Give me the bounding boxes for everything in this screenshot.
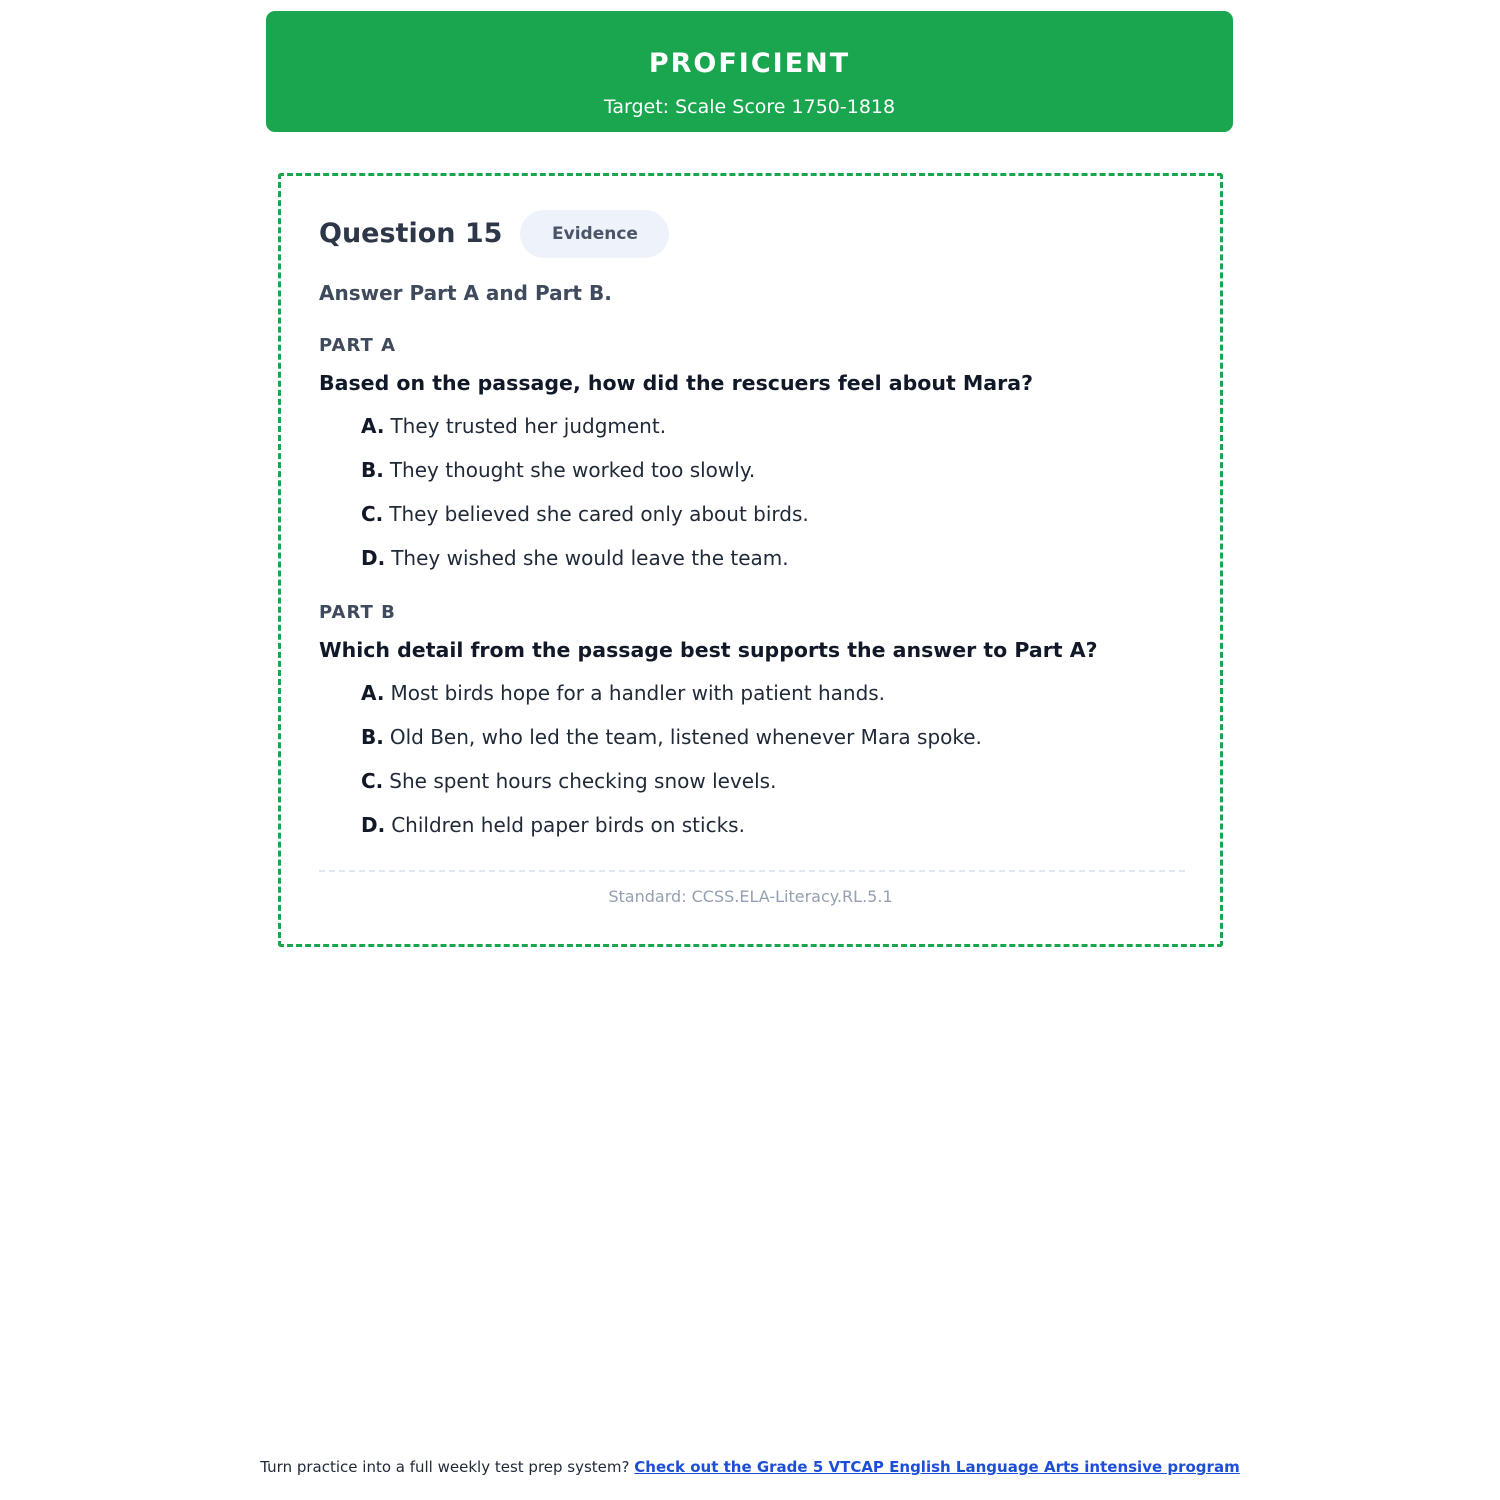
part-a-prompt: Based on the passage, how did the rescuers feel about Mara? xyxy=(319,371,1033,395)
part-b-option-d[interactable] xyxy=(361,811,982,855)
part-a-option-b[interactable] xyxy=(361,456,809,500)
option-letter: C. xyxy=(361,502,384,526)
part-b-option-a[interactable] xyxy=(361,679,982,723)
part-a-options xyxy=(361,412,809,588)
option-letter: B. xyxy=(361,725,384,749)
option-text: They trusted her judgment. xyxy=(390,414,667,438)
card-divider xyxy=(319,870,1185,872)
part-b-options xyxy=(361,679,982,855)
question-type-badge: Evidence xyxy=(520,210,669,258)
part-b-option-b[interactable] xyxy=(361,723,982,767)
option-text: They believed she cared only about birds. xyxy=(389,502,809,526)
question-header xyxy=(319,210,669,258)
option-letter: C. xyxy=(361,769,384,793)
part-b-label: PART B xyxy=(319,602,396,623)
part-a-option-a[interactable] xyxy=(361,412,809,456)
banner-title: PROFICIENT xyxy=(648,48,851,79)
question-instruction: Answer Part A and Part B. xyxy=(319,281,612,305)
part-b-prompt: Which detail from the passage best supports the answer to Part A? xyxy=(319,638,1098,662)
option-letter: D. xyxy=(361,813,386,837)
option-letter: B. xyxy=(361,458,384,482)
footer xyxy=(0,1457,1500,1477)
part-a-label: PART A xyxy=(319,335,396,356)
option-text: They wished she would leave the team. xyxy=(391,546,789,570)
question-card xyxy=(278,173,1223,947)
question-title: Question 15 xyxy=(319,218,503,249)
program-link[interactable]: Check out the Grade 5 VTCAP English Language Arts intensive program xyxy=(634,1458,1240,1476)
banner-subtitle: Target: Scale Score 1750-1818 xyxy=(603,96,896,118)
option-text: Children held paper birds on sticks. xyxy=(391,813,745,837)
option-text: She spent hours checking snow levels. xyxy=(389,769,777,793)
option-letter: D. xyxy=(361,546,386,570)
part-a-option-d[interactable] xyxy=(361,544,809,588)
option-text: Most birds hope for a handler with patient hands. xyxy=(390,681,886,705)
option-text: Old Ben, who led the team, listened whenever Mara spoke. xyxy=(389,725,982,749)
option-text: They thought she worked too slowly. xyxy=(389,458,756,482)
standard-label: Standard: CCSS.ELA-Literacy.RL.5.1 xyxy=(608,887,893,906)
part-b-option-c[interactable] xyxy=(361,767,982,811)
option-letter: A. xyxy=(361,681,385,705)
footer-text: Turn practice into a full weekly test prep system? xyxy=(260,1458,630,1476)
proficiency-banner xyxy=(266,11,1233,132)
option-letter: A. xyxy=(361,414,385,438)
part-a-option-c[interactable] xyxy=(361,500,809,544)
